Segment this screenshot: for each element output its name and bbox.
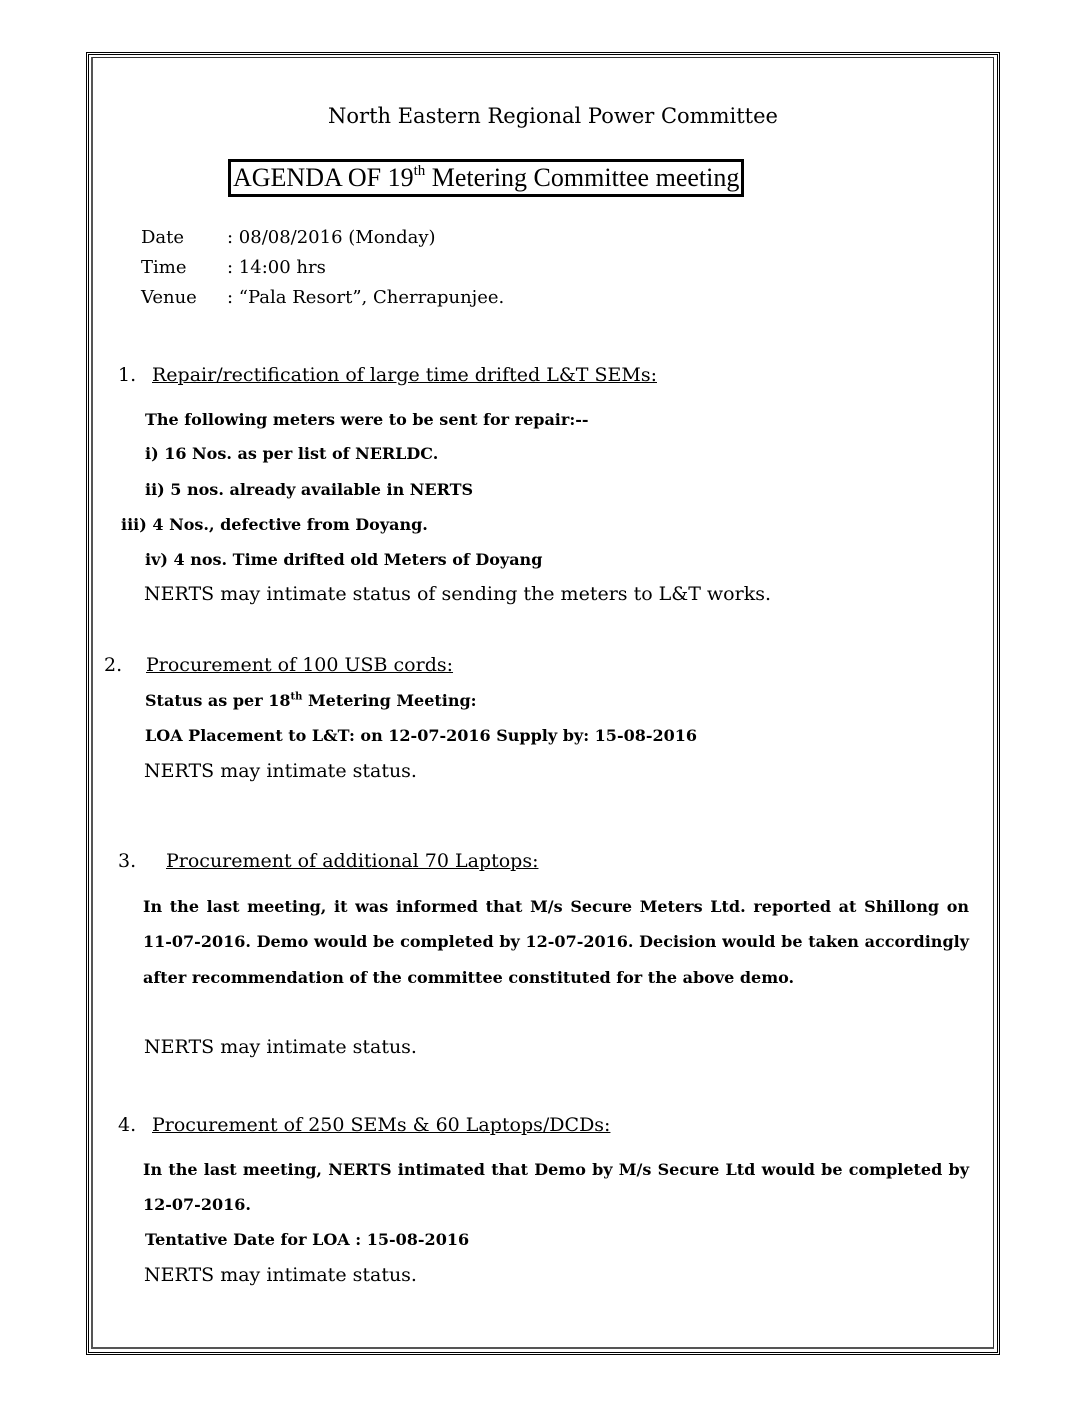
meeting-time	[141, 257, 326, 278]
meeting-date	[141, 227, 436, 248]
item-number: 1.	[118, 364, 137, 386]
venue-value: : “Pala Resort”, Cherrapunjee.	[227, 287, 505, 308]
item-heading: Procurement of additional 70 Laptops:	[166, 850, 539, 872]
page-title	[228, 159, 744, 197]
item-heading: Procurement of 100 USB cords:	[146, 654, 454, 676]
status-suffix: Metering Meeting:	[302, 691, 477, 710]
date-value: : 08/08/2016 (Monday)	[227, 227, 436, 248]
agenda-item-4-heading	[118, 1114, 610, 1136]
item-2-closing: NERTS may intimate status.	[144, 760, 417, 782]
item-2-status	[145, 691, 477, 710]
item-heading: Repair/rectification of large time drifted L&T SEMs:	[152, 364, 657, 386]
title-superscript: th	[413, 163, 426, 179]
item-4-closing: NERTS may intimate status.	[144, 1264, 417, 1286]
item-1-list-entry: iv) 4 nos. Time drifted old Meters of Doyang	[145, 550, 543, 569]
agenda-item-2-heading	[104, 654, 453, 676]
organization-name: North Eastern Regional Power Committee	[328, 104, 778, 128]
status-superscript: th	[290, 691, 303, 703]
item-3-body: In the last meeting, it was informed that M/s Secure Meters Ltd. reported at Shillong on 11-07-2016. Demo would be completed by 12-07-2016. Decision would be taken accordingly after recommendation of the committee constituted for the above demo.	[143, 897, 969, 987]
item-1-closing: NERTS may intimate status of sending the meters to L&T works.	[144, 583, 772, 605]
agenda-item-3-heading	[118, 850, 538, 872]
item-3-closing: NERTS may intimate status.	[144, 1036, 417, 1058]
time-label: Time	[141, 257, 187, 278]
venue-label: Venue	[141, 287, 197, 308]
item-1-list-entry: i) 16 Nos. as per list of NERLDC.	[145, 444, 439, 463]
meeting-venue	[141, 287, 504, 308]
item-1-list-entry: ii) 5 nos. already available in NERTS	[145, 480, 474, 499]
item-number: 3.	[118, 850, 137, 872]
item-1-list-entry: iii) 4 Nos., defective from Doyang.	[121, 515, 428, 534]
status-prefix: Status as per 18	[145, 691, 291, 710]
agenda-item-1-heading	[118, 364, 657, 386]
item-number: 2.	[104, 654, 123, 676]
item-heading: Procurement of 250 SEMs & 60 Laptops/DCDs:	[152, 1114, 611, 1136]
date-label: Date	[141, 227, 185, 248]
title-suffix: Metering Committee meeting	[425, 163, 740, 192]
item-4-body: In the last meeting, NERTS intimated that Demo by M/s Secure Ltd would be completed by 12-07-2016.	[143, 1160, 969, 1215]
item-4-tentative-date: Tentative Date for LOA : 15-08-2016	[145, 1230, 470, 1249]
item-number: 4.	[118, 1114, 137, 1136]
item-1-intro: The following meters were to be sent for repair:--	[145, 410, 589, 429]
item-2-loa: LOA Placement to L&T: on 12-07-2016 Supply by: 15-08-2016	[145, 726, 698, 745]
time-value: : 14:00 hrs	[227, 257, 326, 278]
title-prefix: AGENDA OF 19	[233, 163, 414, 192]
